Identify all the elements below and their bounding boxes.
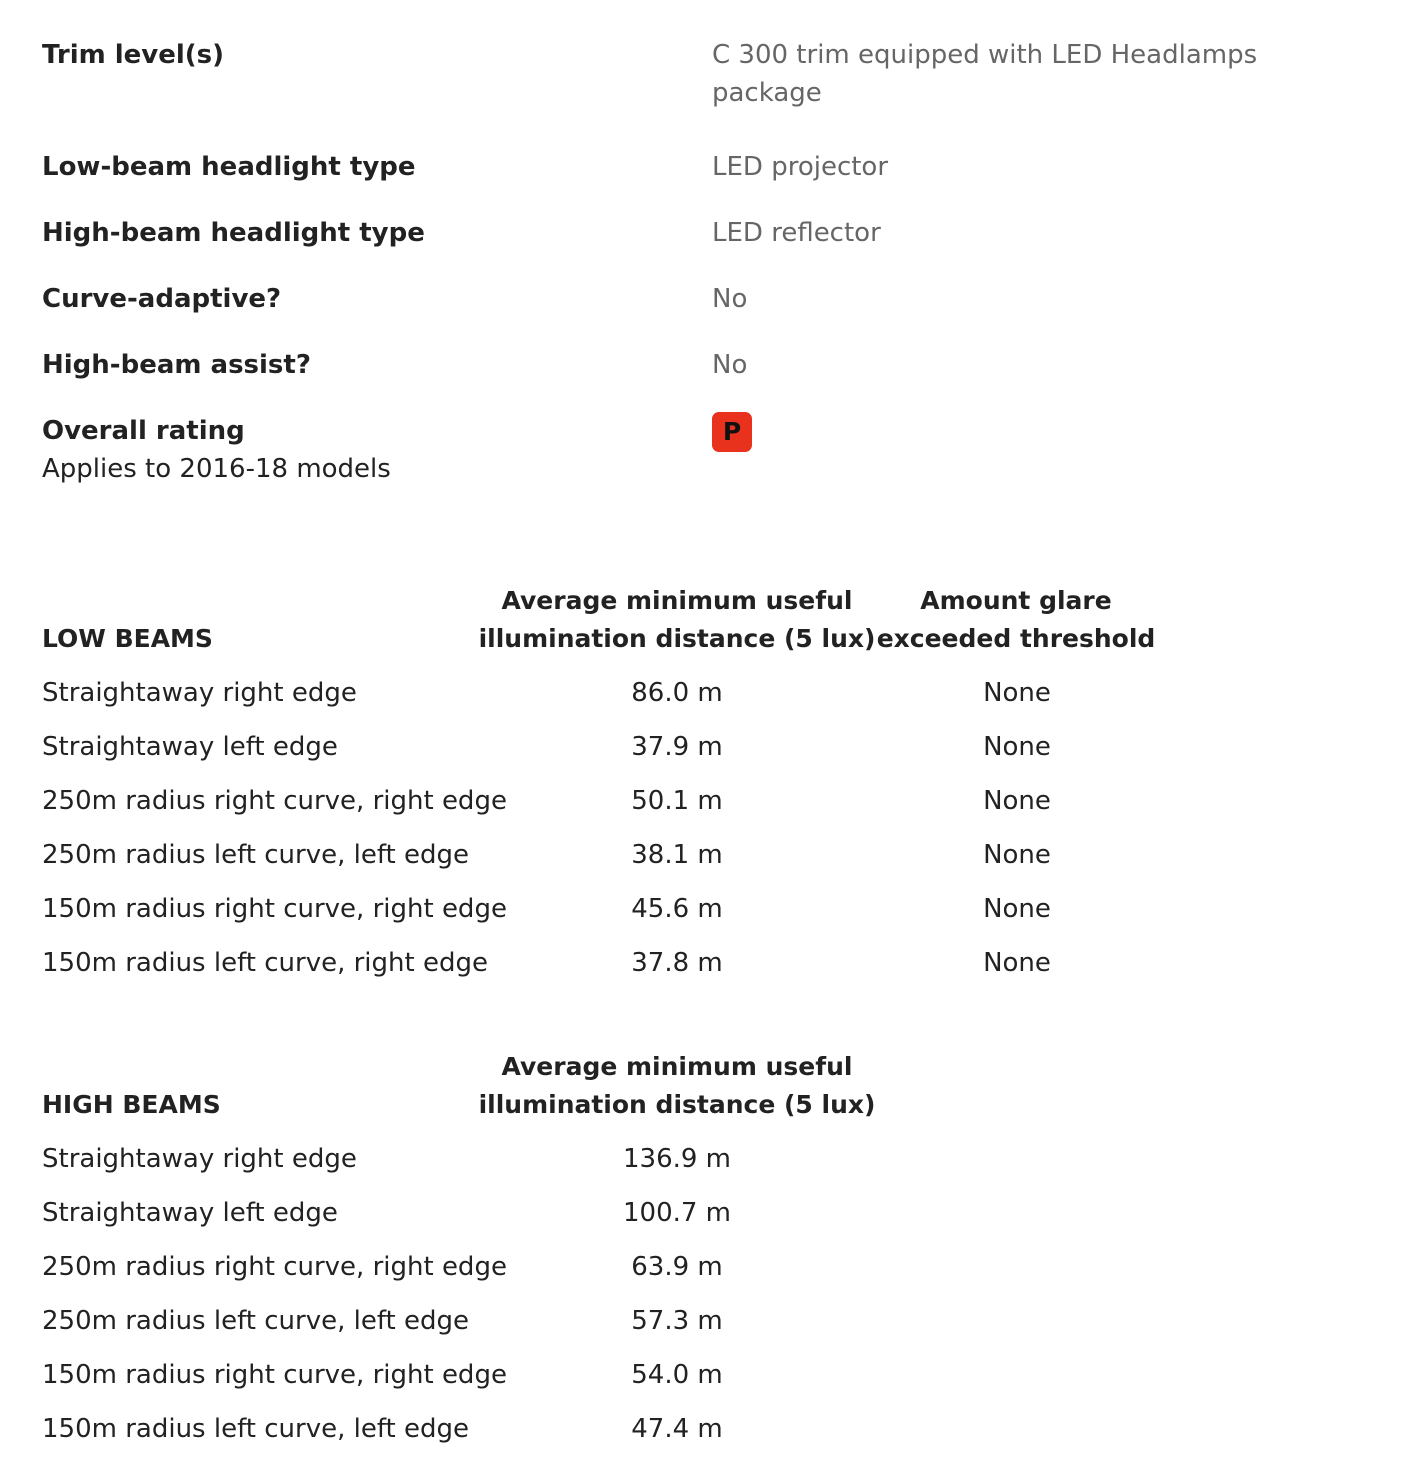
high-beams-row-label: 150m radius left curve, left edge (42, 1414, 469, 1444)
spec-label-curve-adaptive: Curve-adaptive? (42, 284, 282, 314)
low-beams-row-label: 250m radius right curve, right edge (42, 786, 507, 816)
low-beams-row-distance: 37.8 m (631, 948, 723, 978)
low-beams-row (0, 836, 1406, 890)
high-beams-row-distance: 136.9 m (622, 1144, 732, 1174)
low-beams-row-label: 150m radius left curve, right edge (42, 948, 488, 978)
high-beams-row-distance: 63.9 m (631, 1252, 723, 1282)
high-beams-title: HIGH BEAMS (42, 1090, 221, 1119)
low-beams-row (0, 890, 1406, 944)
low-beams-row-distance: 45.6 m (631, 894, 723, 924)
high-beams-row (0, 1140, 1406, 1194)
spec-label-trim: Trim level(s) (42, 40, 225, 70)
spec-sublabel-model-years: Applies to 2016-18 models (42, 454, 391, 484)
high-beams-row-label: 150m radius right curve, right edge (42, 1360, 507, 1390)
low-beams-row-distance: 86.0 m (631, 678, 723, 708)
spec-label-high-beam-assist: High-beam assist? (42, 350, 311, 380)
low-beams-row-glare: None (983, 786, 1051, 816)
low-beams-row-glare: None (983, 894, 1051, 924)
high-beams-row (0, 1410, 1406, 1464)
low-beams-row-distance: 37.9 m (631, 732, 723, 762)
spec-value-trim: C 300 trim equipped with LED Headlamps package (712, 40, 1258, 108)
high-beams-row-label: 250m radius right curve, right edge (42, 1252, 507, 1282)
low-beams-distance-header: Average minimum useful illumination distance (5 lux) (478, 586, 876, 653)
high-beams-row-label: Straightaway right edge (42, 1144, 357, 1174)
low-beams-glare-header: Amount glare exceeded threshold (876, 586, 1156, 653)
spec-value-high-beam-assist: No (712, 350, 748, 380)
high-beams-row (0, 1356, 1406, 1410)
low-beams-title: LOW BEAMS (42, 624, 213, 653)
low-beams-row (0, 728, 1406, 782)
high-beams-row-distance: 57.3 m (631, 1306, 723, 1336)
low-beams-row-distance: 50.1 m (631, 786, 723, 816)
low-beams-row-label: Straightaway right edge (42, 678, 357, 708)
low-beams-row-glare: None (983, 732, 1051, 762)
low-beams-row-label: 150m radius right curve, right edge (42, 894, 507, 924)
high-beams-row-distance: 100.7 m (622, 1198, 732, 1228)
low-beams-row-label: Straightaway left edge (42, 732, 338, 762)
rating-badge: P (712, 412, 752, 452)
high-beams-distance-header: Average minimum useful illumination distance (5 lux) (478, 1052, 876, 1119)
spec-value-low-beam-type: LED projector (712, 152, 889, 182)
spec-value-high-beam-type: LED reflector (712, 218, 881, 248)
low-beams-row (0, 944, 1406, 998)
high-beams-row (0, 1248, 1406, 1302)
high-beams-row-distance: 54.0 m (631, 1360, 723, 1390)
high-beams-row-distance: 47.4 m (631, 1414, 723, 1444)
low-beams-row-distance: 38.1 m (631, 840, 723, 870)
high-beams-row (0, 1302, 1406, 1356)
low-beams-row (0, 782, 1406, 836)
spec-label-low-beam-type: Low-beam headlight type (42, 152, 416, 182)
spec-value-curve-adaptive: No (712, 284, 748, 314)
high-beams-row (0, 1194, 1406, 1248)
spec-label-high-beam-type: High-beam headlight type (42, 218, 425, 248)
high-beams-row-label: Straightaway left edge (42, 1198, 338, 1228)
low-beams-row-label: 250m radius left curve, left edge (42, 840, 469, 870)
spec-label-overall-rating: Overall rating (42, 416, 245, 446)
low-beams-row (0, 674, 1406, 728)
low-beams-row-glare: None (983, 948, 1051, 978)
low-beams-row-glare: None (983, 678, 1051, 708)
low-beams-row-glare: None (983, 840, 1051, 870)
high-beams-row-label: 250m radius left curve, left edge (42, 1306, 469, 1336)
